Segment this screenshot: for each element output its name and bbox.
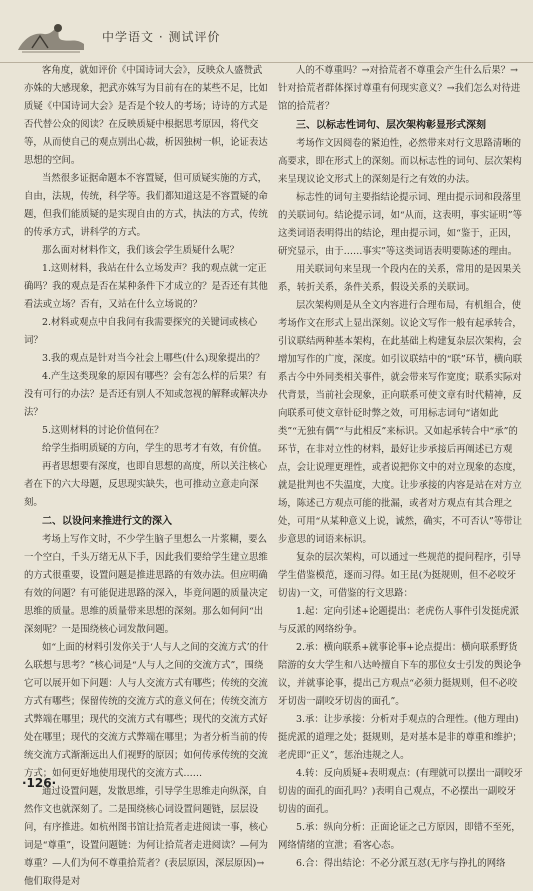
paragraph: 1.这则材料，我站在什么立场发声？我的观点就一定正确吗？我的观点是否在某种条件下才成立的？是否还有其他看法或立场？否有，又站在什么立场说的？ bbox=[24, 263, 268, 310]
paragraph: 4.产生这类现象的原因有哪些？会有怎么样的后果？有没有可行的办法？是否还有别人不知或忽视的解释或解决办法？ bbox=[24, 371, 268, 418]
paragraph: 客角度，就如评价《中国诗词大会》，反映众人盛赞武亦姝的大感现象，把武亦姝写为目前有在的某些不足，比如质疑《中国诗词大会》是否是个较人的考场；诗诗的方式是否代替公众的阅读？在反映质疑中根据思考原因，将代交等，从而使自己的观点别出心裁，析因独树一帜，论证表达思想的空间。 bbox=[24, 65, 268, 166]
right-column bbox=[278, 62, 523, 869]
paragraph: 1.起：定向引述+论题提出：老虎伤人事件引发挺虎派与反派的网络纷争。 bbox=[278, 606, 520, 635]
paragraph: 3.我的观点是针对当今社会上哪些(什么)现象提出的？ bbox=[42, 353, 265, 364]
paragraph: 如“上面的材料引发你关于‘人与人之间的交流方式’的什么联想与思考？”核心词是“人与人之间的交流方式”，围绕它可以展开如下问题：人与人交流方式有哪些；传统的交流方式有哪些；保留传统的交流方式的意义何在；传统交流方式弊端在哪里；现代的交流方式有哪些；现代的交流方式好处在哪里；现代的交流方式弊端在哪里；为者分析当前的传统交流方式渐渐远出人们视野的原因；如何传承传统的交流方式；如何更好地使用现代的交流方式…… bbox=[24, 642, 269, 779]
traditional-figure-icon bbox=[14, 20, 88, 54]
paragraph: 当然很多证据命题本不容置疑，但可质疑实施的方式，自由，法规，传统，科学等。我们都知道这是不容置疑的命题，但我们能质疑的是实现自由的方式，执法的方式，传统的传承方式，讲科学的方式。 bbox=[24, 173, 268, 238]
paragraph: 给学生指明质疑的方向，学生的思考才有效，有价值。 bbox=[42, 443, 268, 454]
paragraph: 人的不尊重吗？→对拾荒者不尊重会产生什么后果？→针对拾荒者群体探讨尊重有何现实意义？→我们怎么对待进馆的拾荒者？ bbox=[278, 65, 521, 112]
header-title: 中学语文 · 测试评价 bbox=[102, 30, 221, 44]
paragraph: 5.承：纵向分析：正面论证之己方原因，即错不至死，网络情绪的宣泄；看客心态。 bbox=[278, 822, 521, 851]
paragraph: 那么面对材料作文，我们该会学生质疑什么呢？ bbox=[42, 245, 239, 256]
paragraph: 6.合：得出结论：不必分派互怼(无序与挣扎的网络 bbox=[296, 858, 506, 869]
paragraph: 再者思想要有深度，也即自思想的高度，所以关注核心者在下的六大母题，反思现实缺失，也可推动立意走向深刻。 bbox=[24, 461, 268, 508]
section-heading: 三、以标志性词句、层次架构彰显形式深刻 bbox=[296, 120, 486, 131]
paragraph: 4.转：反向质疑+表明观点：(有理就可以摆出一副咬牙切齿的面孔的面孔吗？)表明自己观点，不必摆出一副咬牙切齿的面孔。 bbox=[278, 768, 523, 815]
paragraph: 考场作文因阅卷的紧迫性，必然带来对行文思路清晰的高要求，即在形式上的深刻。而以标志性的词句、层次架构来呈现议论文形式上的深刻是行之有效的办法。 bbox=[278, 138, 522, 185]
paragraph: 3.承：让步承接：分析对手观点的合理性。(他方理由)挺虎派的道理之处；挺规则，是对基本是非的尊重和维护；老虎即“正义”，惩治违规之人。 bbox=[278, 714, 522, 761]
paragraph: 复杂的层次架构，可以通过一些规范的提问程序，引导学生借鉴模范，逐而习得。如王昆(为挺规则，但不必咬牙切齿)一文，可借鉴的行文思路： bbox=[278, 552, 522, 599]
section-heading: 二、以设问来推进行文的深入 bbox=[42, 516, 172, 527]
page-number: ·126· bbox=[22, 776, 57, 790]
paragraph: 2.材料或观点中自我问有我需要探究的关键词或核心词？ bbox=[24, 317, 258, 346]
paragraph: 用关联词句来呈现一个段内在的关系，常用的是因果关系，转折关系，条件关系，假设关系的关联词。 bbox=[278, 264, 522, 293]
page-header bbox=[0, 0, 533, 63]
paragraph: 2.承：横向联系+就事论事+论点提出：横向联系野货陪游的女大学生和八达岭擅自下车的那位女士引发的舆论争议，并就事论事，提出己方观点“必须力挺规则，但不必咬牙切齿一副咬牙切齿的面孔”。 bbox=[278, 642, 522, 707]
paragraph: 标志性的词句主要指结论提示词、理由提示词和段落里的关联词句。结论提示词，如“从而，这表明，事实证明”等这类词语表明得出的结论，理由提示词，如“鉴于，正因，研究显示，由于……事实”等这类词语表明要陈述的理由。 bbox=[278, 192, 522, 257]
paragraph: 层次架构则是从全文内容进行合理布局，有机组合，使考场作文在形式上显出深刻。议论文写作一般有起承转合，引议联结两种基本架构，在此基础上构建复杂层次架构，会增加写作的广度，深度。如引议联结中的“联”环节，横向联系古今中外同类相关事件，就会带来写作宽度；联系实际对代背景，当前社会现象，正向联系可使文章有时代精神，反向联系可使文章针砭时弊之效，可用标志词句“诸如此类”“无独有偶”“与此相反”来标识。又如起承转合中“承”的环节，在非对立性的材料，最好让步承接后再阐述已方观点，会让说理更理性，或者说把你文中的对立现象的态度，就是批判也不失温度，大度。让步承接的内容是站在对方立场，陈述己方观点可能的批漏，或者对方观点有其合理之处，可用“从某种意义上说，诚然，确实，不可否认”等带让步意思的词语来标识。 bbox=[278, 300, 522, 545]
paragraph: 5.这则材料的讨论价值何在？ bbox=[42, 425, 164, 436]
paragraph: 考场上写作文时，不少学生脑子里想么一片浆糊，要么一个空白，千头万绪无从下手，因此我们要给学生建立思维的方式很重要，设置问题是推进思路的有效办法。但应明确有效的问题？有可能促进思路的深入，毕竟问题的质量决定思维的质量。思维的质量带来思想的深刻。那么如何问“出深刻呢？一是围绕核心词发散问题。 bbox=[24, 534, 268, 635]
paragraph: 通过设置问题，发散思维，引导学生思维走向纵深，自然作文也就深刻了。二是围绕核心词设置问题链，层层设问，有序推进。如杭州图书馆让拾荒者走进阅读一事，核心词是“尊重”，设置问题链：为何让拾荒者走进阅读？—何为尊重？—人们为何不尊重拾荒者？(表层原因，深层原因)→他们取得是对 bbox=[24, 786, 268, 887]
